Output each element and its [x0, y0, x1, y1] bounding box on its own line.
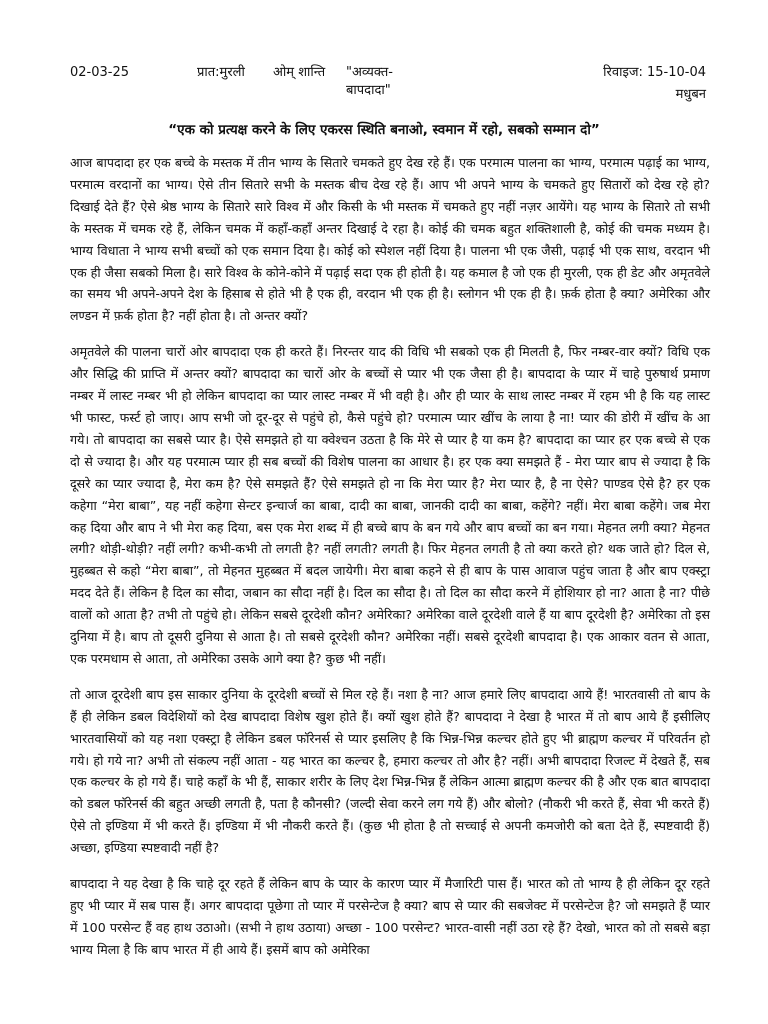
revise-date: रिवाइज: 15-10-04 — [603, 65, 706, 80]
paragraph: अमृतवेले की पालना चारों ओर बापदादा एक ही करते हैं। निरन्तर याद की विधि भी सबको एक ही मिलती है, फिर नम्बर-वार क्यों? विधि एक और सिद्धि की प्राप्ति में अन्तर क्यों? बापदादा का चारों ओर के बच्चों से प्यार भी एक जैसा ही है। बापदादा के प्यार में चाहे पुरुषार्थ प्रमाण नम्बर में लास्ट नम्बर भी हो लेकिन बापदादा का प्यार लास्ट नम्बर में भी वही है। और ही प्यार के साथ लास्ट नम्बर में रहम भी है कि यह लास्ट भी फास्ट, फर्स्ट हो जाए। आप सभी जो दूर-दूर से पहुंचे हो, कैसे पहुंचे हो? परमात्म प्यार खींच के लाया है ना! प्यार की डोरी में खींच के आ गये। तो बापदादा का सबसे प्यार है। ऐसे समझते हो या क्वेश्चन उठता है कि मेरे से प्यार है या कम है? बापदादा का प्यार हर एक बच्चे से एक दो से ज्यादा है। और यह परमात्म प्यार ही सब बच्चों की विशेष पालना का आधार है। हर एक क्या समझते हैं - मेरा प्यार बाप से ज्यादा है कि दूसरे का प्यार ज्यादा है, मेरा कम है? ऐसे समझते हैं? ऐसे समझते हो ना कि मेरा प्यार है? मेरा प्यार है, है ना ऐसे? पाण्डव ऐसे है? हर एक कहेगा “मेरा बाबा”, यह नहीं कहेगा सेन्टर इन्चार्ज का बाबा, दादी का बाबा, जानकी दादी का बाबा, कहेंगे? नहीं। मेरा बाबा कहेंगे। जब मेरा कह दिया और बाप ने भी मेरा कह दिया, बस एक मेरा शब्द में ही बच्चे बाप के बन गये और बाप बच्चों का बन गया। मेहनत लगी क्या? मेहनत लगी? थोड़ी-थोड़ी? नहीं लगी? कभी-कभी तो लगती है? नहीं लगती? लगती है। फिर मेहनत लगती है तो क्या करते हो? थक जाते हो? दिल से, मुहब्बत से कहो “मेरा बाबा”, तो मेहनत मुहब्बत में बदल जायेगी। मेरा बाबा कहने से ही बाप के पास आवाज पहुंच जाता है और बाप एक्स्ट्रा मदद देते हैं। लेकिन है दिल का सौदा, जबान का सौदा नहीं है। दिल का सौदा है। तो दिल का सौदा करने में होशियार हो ना? आता है ना? पीछे वालों को आता है? तभी तो पहुंचे हो। लेकिन सबसे दूरदेशी कौन? अमेरिका? अमेरिका वाले दूरदेशी वाले हैं या बाप दूरदेशी है? अमेरिका तो इस दुनिया में है। बाप तो दूसरी दुनिया से आता है। तो सबसे दूरदेशी कौन? अमेरिका नहीं। सबसे दूरदेशी बापदादा है। एक आकार वतन से आता, एक परमधाम से आता, तो अमेरिका उसके आगे क्या है? कुछ भी नहीं। — [70, 344, 710, 666]
om-shanti-label: ओम् शान्ति — [273, 65, 326, 80]
murli-type: प्रात:मुरली — [197, 65, 245, 80]
murli-date: 02-03-25 — [70, 65, 130, 80]
avyakt-bapdada-label: "अव्यक्त-बापदादा" — [346, 65, 393, 98]
murli-body — [70, 152, 710, 975]
paragraph: आज बापदादा हर एक बच्चे के मस्तक में तीन भाग्य के सितारे चमकते हुए देख रहे हैं। एक परमात्म पालना का भाग्य, परमात्म पढ़ाई का भाग्य, परमात्म वरदानों का भाग्य। ऐसे तीन सितारे सभी के मस्तक बीच देख रहे हैं। आप भी अपने भाग्य के चमकते हुए सितारों को देख रहे हो? दिखाई देते हैं? ऐसे श्रेष्ठ भाग्य के सितारे सारे विश्व में और किसी के भी मस्तक में चमकते हुए नहीं नज़र आयेंगे। यह भाग्य के सितारे तो सभी के मस्तक में चमक रहे हैं, लेकिन चमक में कहाँ-कहाँ अन्तर दिखाई दे रहा है। कोई की चमक बहुत शक्तिशाली है, कोई की चमक मध्यम है। भाग्य विधाता ने भाग्य सभी बच्चों को एक समान दिया है। कोई को स्पेशल नहीं दिया है। पालना भी एक जैसी, पढ़ाई भी एक साथ, वरदान भी एक ही जैसा सबको मिला है। सारे विश्व के कोने-कोने में पढ़ाई सदा एक ही होती है। यह कमाल है जो एक ही मुरली, एक ही डेट और अमृतवेले का समय भी अपने-अपने देश के हिसाब से होते भी है एक ही, वरदान भी एक ही है। स्लोगन भी एक ही है। फ़र्क होता है क्या? अमेरिका और लण्डन में फ़र्क होता है? नहीं होता है। तो अन्तर क्यों? — [70, 155, 710, 324]
murli-title: “एक को प्रत्यक्ष करने के लिए एकरस स्थिति बनाओ, स्वमान में रहो, सबको सम्मान दो” — [168, 122, 600, 138]
paragraph: बापदादा ने यह देखा है कि चाहे दूर रहते हैं लेकिन बाप के प्यार के कारण प्यार में मैजारिटी पास हैं। भारत को तो भाग्य है ही लेकिन दूर रहते हुए भी प्यार में सब पास हैं। अगर बापदादा पूछेगा तो प्यार में परसेन्टेज है क्या? बाप से प्यार की सबजेक्ट में परसेन्टेज है? जो समझते हैं प्यार में 100 परसेन्ट हैं वह हाथ उठाओ। (सभी ने हाथ उठाया) अच्छा - 100 परसेन्ट? भारत-वासी नहीं उठा रहे हैं? देखो, भारत को तो सबसे बड़ा भाग्य मिला है कि बाप भारत में ही आये हैं। इसमें बाप को अमेरिका — [70, 876, 710, 957]
paragraph: तो आज दूरदेशी बाप इस साकार दुनिया के दूरदेशी बच्चों से मिल रहे हैं। नशा है ना? आज हमारे लिए बापदादा आये हैं! भारतवासी तो बाप के हैं ही लेकिन डबल विदेशियों को देख बापदादा विशेष खुश होते हैं। क्यों खुश होते हैं? बापदादा ने देखा है भारत में तो बाप आये हैं इसीलिए भारतवासियों को यह नशा एक्स्ट्रा है लेकिन डबल फॉरेनर्स से प्यार इसलिए है कि भिन्न-भिन्न कल्चर होते हुए भी ब्राह्मण कल्चर में परिवर्तन हो गये। हो गये ना? अभी तो संकल्प नहीं आता - यह भारत का कल्चर है, हमारा कल्चर तो और है? नहीं। अभी बापदादा रिजल्ट में देखते हैं, सब एक कल्चर के हो गये हैं। चाहे कहाँ के भी हैं, साकार शरीर के लिए देश भिन्न-भिन्न हैं लेकिन आत्मा ब्राह्मण कल्चर की है और एक बात बापदादा को डबल फॉरेनर्स की बहुत अच्छी लगती है, पता है कौनसी? (जल्दी सेवा करने लग गये हैं) और बोलो? (नौकरी भी करते हैं, सेवा भी करते हैं) ऐसे तो इण्डिया में भी करते हैं। इण्डिया में भी नौकरी करते हैं। (कुछ भी होता है तो सच्चाई से अपनी कमजोरी को बता देते हैं, स्पष्टवादी हैं) अच्छा, इण्डिया स्पष्टवादी नहीं है? — [70, 686, 710, 856]
place-label: मधुबन — [675, 87, 706, 102]
